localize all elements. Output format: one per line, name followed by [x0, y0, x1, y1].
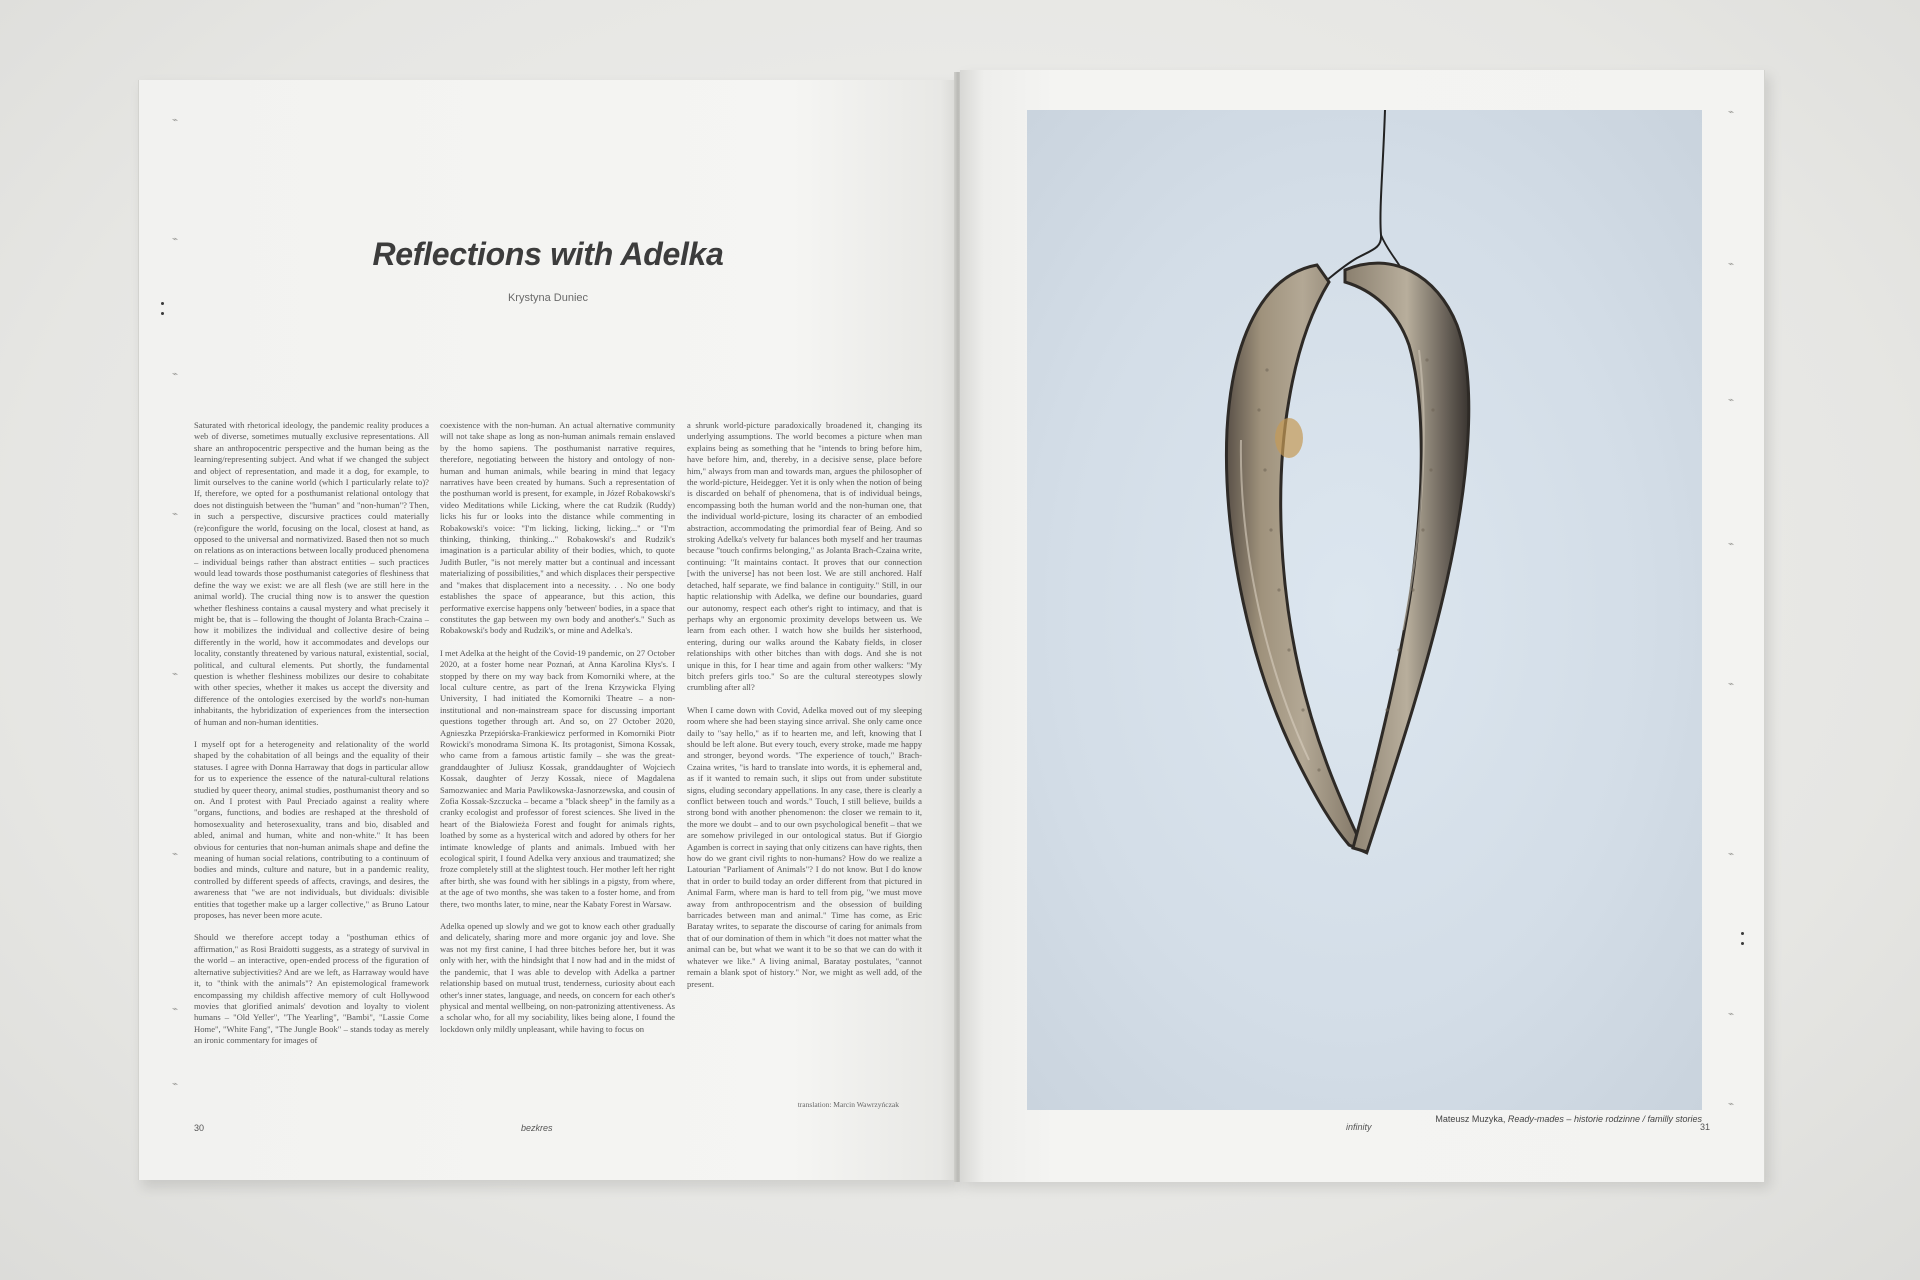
article-title: Reflections with Adelka	[372, 236, 724, 272]
translation-credit: translation: Marcin Wawrzyńczak	[797, 1100, 899, 1109]
paragraph: I myself opt for a heterogeneity and relationality of the world shaped by the cohabitation of all beings and the equality of their statuses. I agree with Donna Harraway that dogs in particular allow for us to experience the essence of the natural-cultural relations studied by queer theory, animal studies, posthumanist theory and so on. And I protest with Paul Preciado against a reality where "organs, functions, and bodies are reshaped at the threshold of homosexuality and heterosexuality, trans and bio, disabled and abled, animal and human, white and non-white." It has been obvious for centuries that non-human animals shape and define the meaning of human social relations, contributing to a continuum of bodies and minds, culture and nature, but in a pandemic reality, controlled by different speeds of affects, cravings, and desires, the awareness that "we are not individuals, but dividuals: divisible entities that together make up a larger collective," as Bruno Latour proposes, has never been more acute.	[194, 738, 429, 921]
binding-stitch: ⌁	[172, 1004, 179, 1015]
hanging-wire	[1327, 110, 1385, 280]
left-page	[138, 80, 957, 1180]
photo-caption	[1435, 1114, 1702, 1124]
registration-dot	[1741, 942, 1744, 945]
binding-stitch: ⌁	[172, 1079, 179, 1090]
binding-stitch: ⌁	[172, 234, 179, 245]
registration-dot	[1741, 932, 1744, 935]
sausage-left-arc	[1226, 265, 1365, 852]
text-column-2	[440, 420, 675, 1180]
hanging-sausage-ring-image	[1027, 110, 1702, 1110]
footer-label-right: infinity	[1346, 1122, 1372, 1132]
binding-stitch: ⌁	[1727, 539, 1734, 550]
binding-stitch: ⌁	[172, 115, 179, 126]
registration-dot	[161, 312, 164, 315]
text-column-3	[687, 420, 922, 1180]
page-number-right: 31	[1700, 1122, 1711, 1132]
page-number-left: 30	[194, 1123, 205, 1133]
binding-stitch: ⌁	[172, 369, 179, 380]
binding-stitch: ⌁	[172, 509, 179, 520]
binding-stitch: ⌁	[1727, 679, 1734, 690]
paragraph: Adelka opened up slowly and we got to know each other gradually and delicately, sharing more and more organic joy and love. She was not my first canine, I had three bitches before her, but it was only with her, with the hindsight that I now had and in the midst of the pandemic, that I was able to develop with Adelka a partner relationship based on mutual trust, tenderness, curiosity about each other's inner states, language, and needs, on concern for each other's physical and mental wellbeing, on non-patronizing attentiveness. As a scholar who, for all my sociability, likes being alone, I found the lockdown only mildly unpleasant, while having to focus on	[440, 921, 675, 1034]
sausage-right-arc	[1345, 263, 1469, 852]
binding-stitch: ⌁	[1727, 107, 1734, 118]
binding-stitch: ⌁	[172, 669, 179, 680]
paragraph: Saturated with rhetorical ideology, the pandemic reality produces a web of diverse, sometimes mutually exclusive representations. All share an anthropocentric perspective and the human being as the learning/representing subject. And what if we changed the subject and object of representation, and made it a dog, for example, to limit ourselves to the canine world (which I particularly relate to)? If, therefore, we opted for a posthumanist relational ontology that does not distinguish between the "human" and "non-human"? Then, in such a perspective, discursive practices could materially (re)configure the world, focusing on the local, closest at hand, as opposed to the universal and normativized. Based then not so much on relations as on interactions between locally produced phenomena – individual beings rather than abstract entities – such practices would lead towards those posthumanist categories of fleshiness that define the way we exist: we are all flesh (we are still here in the animal world). The crucial thing now is to answer the question whether fleshiness contains a causal mystery and what precisely it might be, that is – following the thought of Jolanta Brach-Czaina – how it mobilizes the individual and collective desire of being differently in the world, how it accommodates and develops our locality, constantly threatened by various natural, existential, social, political, and cultural elements. Put shortly, the fundamental question is whether fleshiness mobilizes our desire to cohabitate with other species, whether it makes us accept the diversity and difference of the ontologies exercised by the world's non-human inhabitants, the hybridization of experiences from the intersection of human and non-human identities.	[194, 420, 429, 727]
binding-stitch: ⌁	[1727, 259, 1734, 270]
caption-artist: Mateusz Muzyka,	[1435, 1114, 1506, 1124]
binding-stitch: ⌁	[1727, 1099, 1734, 1110]
binding-stitch: ⌁	[1727, 395, 1734, 406]
paragraph: I met Adelka at the height of the Covid-19 pandemic, on 27 October 2020, at a foster home near Poznań, at Anna Karolina Kłys's. I stopped by there on my way back from Komorniki where, at the local culture centre, as part of the Irena Krzywicka Flying University, I had initiated the Komorniki Theatre – a non-institutional and non-mainstream space for discussing important questions together through art. And so, on 27 October 2020, Agnieszka Przepiórska-Frankiewicz performed in Komorniki Piotr Rowicki's monodrama Simona K. Its protagonist, Simona Kossak, who came from a famous artistic family – she was the great-granddaughter of Juliusz Kossak, granddaughter of Wojciech Kossak, daughter of Jerzy Kossak, niece of Magdalena Samozwaniec and Maria Pawlikowska-Jasnorzewska, and cousin of Zofia Kossak-Szczucka – became a "black sheep" in the family as a cranky ecologist and professor of forest sciences. She lived in the heart of the Białowieża Forest and fought for animals rights, loathed by some as a hysterical witch and adored by others for her intimate knowledge of plants and animals. Imbued with her ecological spirit, I found Adelka very anxious and traumatized; she froze completely still at the slightest touch. Her mother left her right after birth, she was found with her siblings in a pigsty, from where, at the age of two months, she was taken to a foster home, and from there, two months later, to mine, near the Kabaty Forest in Warsaw.	[440, 647, 675, 909]
text-column-1	[194, 420, 429, 1180]
binding-stitch: ⌁	[1727, 849, 1734, 860]
paragraph: coexistence with the non-human. An actual alternative community will not take shape as long as non-human animals remain enslaved by the homo sapiens. The posthumanist narrative requires, therefore, negotiating between the history and ontology of non-human and human animals, while bearing in mind that legacy narratives have been created by humans. Such a representation of the posthuman world is present, for example, in Józef Robakowski's video Meditations while Licking, where the cat Rudzik (Ruddy) licks his fur or looks into the distance while commenting in Robakowski's voice: "I'm licking, licking, licking..." or "I'm thinking, thinking, thinking..." Robakowski's and Rudzik's imagination is a particular ability of their bodies, which, to quote Judith Butler, "is not merely matter but a continual and incessant materializing of possibilities," and which displaces their perspective and "makes that displacement into a necessity. . . No one body establishes the space of appearance, but this action, this performative exercise happens only 'between' bodies, in a space that constitutes the gap between my own body and another's." Such as Robakowski's body and Rudzik's, or mine and Adelka's.	[440, 420, 675, 636]
paragraph: When I came down with Covid, Adelka moved out of my sleeping room where she had been staying since arrival. She only came once daily to "say hello," as if to hearten me, and left, knowing that I should be left alone. But every touch, every stroke, made me happy and stronger, beyond words. "The experience of touch," Brach-Czaina writes, "is hard to translate into words, it is ephemeral and, as if it wanted to remain such, it slips out from under substitute signs, eluding secondary appellations. In any case, there is clearly a conflict between touch and words." Touch, I still believe, builds a strong bond with another phenomenon: the closer we remain to it, the more we doubt – and to our own psychological benefit – that we are somehow privileged in our ontological status. But if Giorgio Agamben is correct in saying that only citizens can have rights, then how do we grant civil rights to non-humans? How do we realize a Latourian "Parliament of Animals"? I do not know. But I do know that in order to build today an order different from that pictured in Animal Farm, where man is hard to tell from pig, "we must move away from anthropocentrism and the obsession of building barricades between man and animal." Time has come, as Eric Baratay writes, to separate the discourse of caring for animals from that of our domination of them in which "it does not matter what the animal can be, but what we want it to be so that we can do with it whatever we like." A living animal, Baratay postulates, "cannot remain a blank spot of history." Nor, we might as well add, of the present.	[687, 704, 922, 989]
binding-stitch: ⌁	[172, 849, 179, 860]
article-author: Krystyna Duniec	[507, 292, 589, 304]
footer-label-left: bezkres	[521, 1123, 553, 1133]
paragraph: a shrunk world-picture paradoxically broadened it, changing its underlying assumptions. The world becomes a picture when man explains being as something that he "intends to bring before him, have before him, and, thereby, in a decisive sense, place before him," always from man and towards man, argues the philosopher of the world-picture, Heidegger. Yet it is only when the notion of being is discarded on behalf of phenomena, that is of individual beings, encompassing both the human world and the non-human one, that the individual world-picture, losing its character of an embodied abstraction, accommodating the primordial fear of Being. And so stroking Adelka's velvety fur balances both myself and her traumas because "touch confirms belonging," as Jolanta Brach-Czaina write, continuing: "It maintains contact. It proves that our connection [with the universe] has not been lost. We are still anchored. Half detached, half separate, we find balance in contiguity." Still, in our haptic relationship with Adelka, we define our boundaries, guard our autonomy, respect each other's right to intimacy, and that is perhaps why an ergonomic proximity develops between us. We learn from each other. I watch how she builds her sisterhood, entering, during our walks around the Kabaty fields, in closer relationships with other bitches than with dogs. And she is not unique in this, for I hear time and again from other walkers: "My bitch prefers girls too." So are the cultural stereotypes slowly crumbling after all?	[687, 420, 922, 693]
binding-stitch: ⌁	[1727, 1009, 1734, 1020]
right-page	[960, 70, 1765, 1182]
paragraph: Should we therefore accept today a "posthuman ethics of affirmation," as Rosi Braidotti suggests, as a strategy of survival in the world – an interactive, open-ended process of the figuration of alternative subjectivities? And are we left, as Harraway would have it, to "think with the animals"? An epistemological framework encompassing my childish affective memory of cult Hollywood movies that glorified animals' devotion and loyalty to violent humans – "Old Yeller", "The Yearling", "Bambi", "Lassie Come Home", "White Fang", "The Jungle Book" – stands today as merely an ironic commentary for images of	[194, 932, 429, 1046]
caption-title: Ready-mades – historie rodzinne / familly stories	[1507, 1114, 1702, 1124]
artwork-photo	[1027, 110, 1702, 1110]
